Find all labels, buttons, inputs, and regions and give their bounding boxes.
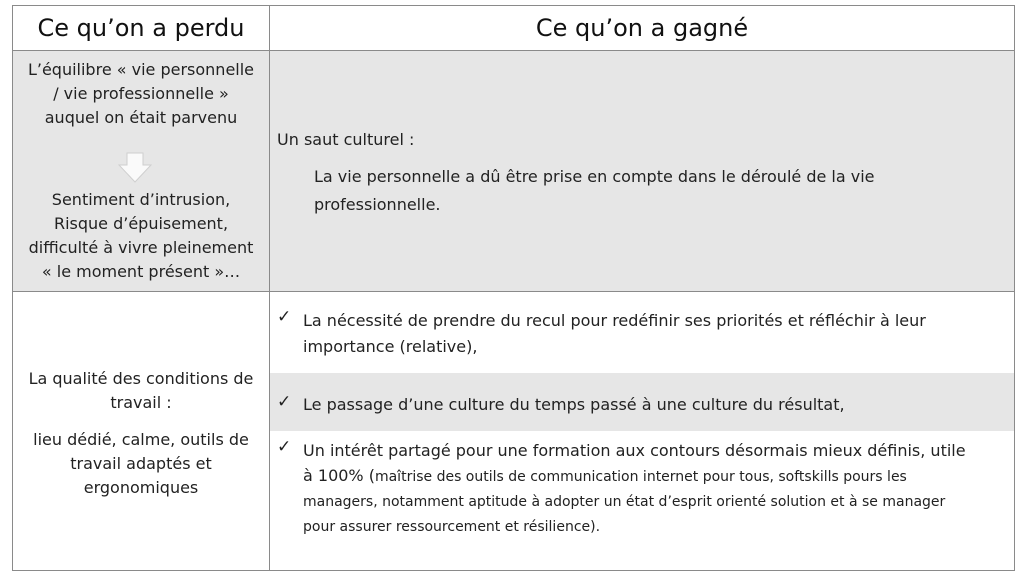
lost-conditions-detail: lieu dédié, calme, outils de travail adaptés et ergonomiques (33, 430, 249, 497)
check-icon: ✓ (277, 307, 292, 327)
lost-conditions-title: La qualité des conditions de travail : (28, 369, 254, 412)
comparison-table (12, 5, 1015, 571)
gain-item-3: Un intérêt partagé pour une formation aux contours désormais mieux définis, utile à 100% (maîtrise des outils de communication internet pour tous, softskills pours les managers, notamment aptitude à adopter un état d’esprit orienté solution et à se manager pour assurer ressourcement et résilience). (303, 441, 966, 535)
cultural-leap-title: Un saut culturel : (277, 130, 415, 149)
check-icon: ✓ (277, 437, 292, 457)
header-gained: Ce qu’on a gagné (270, 6, 1014, 50)
gain-item-2: Le passage d’une culture du temps passé à une culture du résultat, (303, 395, 845, 414)
header-lost: Ce qu’on a perdu (13, 6, 269, 50)
gain-item-1: La nécessité de prendre du recul pour redéfinir ses priorités et réfléchir à leur importance (relative), (303, 311, 926, 356)
lost-consequences-text: Sentiment d’intrusion, Risque d’épuisement, difficulté à vivre pleinement « le moment présent »… (28, 190, 254, 281)
cultural-leap-body: La vie personnelle a dû être prise en compte dans le déroulé de la vie professionnelle. (314, 167, 875, 214)
down-arrow-icon (117, 152, 153, 184)
lost-balance-text: L’équilibre « vie personnelle / vie professionnelle » auquel on était parvenu (27, 60, 255, 127)
check-icon: ✓ (277, 392, 292, 412)
header-divider (13, 50, 1014, 51)
row-divider (13, 291, 1014, 292)
column-divider (269, 6, 270, 570)
